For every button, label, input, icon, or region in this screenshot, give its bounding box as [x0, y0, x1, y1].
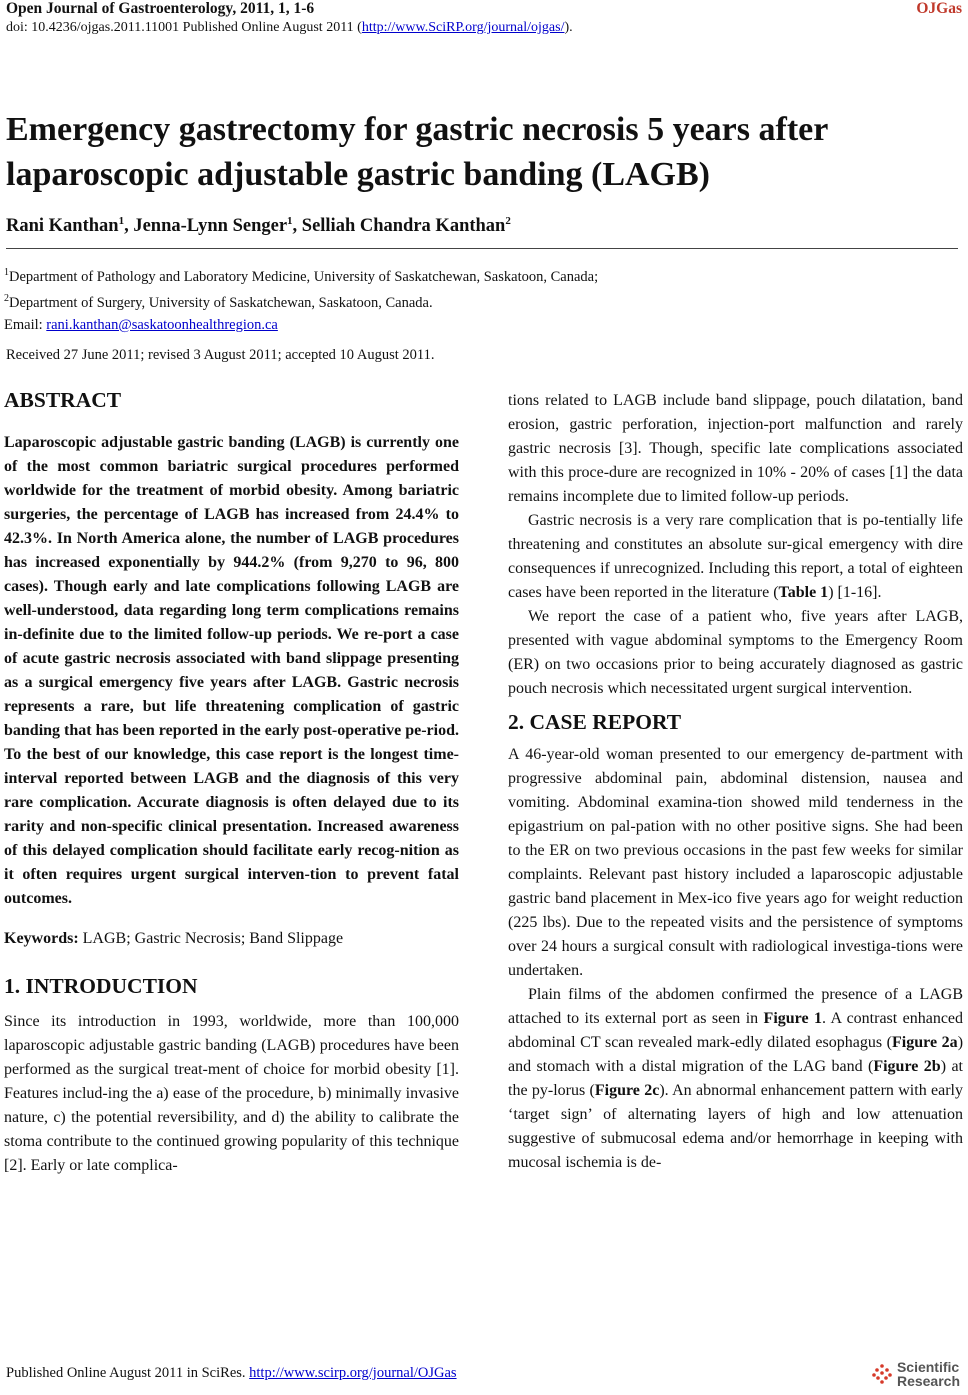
case-report-heading: 2. CASE REPORT	[508, 710, 682, 734]
author-name: Selliah Chandra Kanthan	[301, 216, 506, 237]
paragraph: We report the case of a patient who, five years after LAGB, presented with vague abdominal symptoms to the Emergency Room (ER) on two occasions prior to being accurately diagnosed as gastric pouch necrosis which necessitated urgent surgical intervention.	[508, 608, 963, 697]
figure-ref: Figure 2a	[892, 1034, 958, 1051]
author-name: Rani Kanthan	[6, 216, 119, 237]
author-sep: ,	[292, 216, 302, 237]
affiliations	[4, 262, 598, 336]
logo-line-1: Scientific	[896, 1359, 960, 1375]
keywords-text: LAGB; Gastric Necrosis; Band Slippage	[78, 930, 344, 947]
affiliation-sup: 2	[4, 292, 9, 304]
email-line	[4, 314, 598, 336]
journal-link[interactable]: http://www.SciRP.org/journal/ojgas/	[361, 20, 565, 35]
text-run: ) [1-16].	[828, 584, 882, 601]
figure-ref: Figure 2c	[594, 1082, 660, 1099]
footer-text: Published Online August 2011 in SciRes.	[6, 1365, 250, 1381]
paper-title: Emergency gastrectomy for gastric necrosis 5 years after laparoscopic adjustable gastric banding (LAGB)	[6, 111, 828, 193]
figure-ref: Figure 2b	[873, 1058, 941, 1075]
text-run: ). An abnormal enhancement pattern with early ‘target sign’ of alternating layers of high and low attenuation suggestive of submucosal edema and/or hemorrhage in keeping with mucosal ischemia is de-	[508, 1082, 963, 1171]
email-label: Email:	[4, 316, 47, 333]
publisher-logo	[871, 1360, 960, 1388]
affiliation-sup: 1	[4, 267, 9, 278]
title-divider	[6, 248, 958, 249]
journal-abbr: OJGas	[916, 0, 962, 17]
table-ref: Table 1	[778, 584, 829, 601]
abstract-text: Laparoscopic adjustable gastric banding (LAGB) is currently one of the most common bariatric surgical procedures performed worldwide for the treatment of morbid obesity. Among bariatric surgeries, the percentage of LAGB has increased from 24.4% to 42.3%. In North America alone, the number of LAGB procedures has increased exponentially by 944.2% (from 9,270 to 96, 800 cases). Though early and late complications following LAGB are well-understood, data regarding long term complications remains in-definite due to the limited follow-up periods. We re-port a case of acute gastric necrosis associated with band slippage presenting as a surgical emergency five years after LAGB. Gastric necrosis represents a rare, but life threatening complication of gastric banding that has been reported in the early post-operative pe-riod. To the best of our knowledge, this case report is the longest time-interval reported between LAGB and the diagnosis of this very rare complication. Accurate diagnosis is often delayed due to its rarity and non-specific clinical presentation. Increased awareness of this delayed complication should facilitate early recog-nition as it often requires urgent surgical interven-tion to prevent fatal outcomes.	[4, 434, 459, 907]
author-affil-sup: 1	[287, 215, 293, 227]
affiliation-text: Department of Surgery, University of Saskatchewan, Saskatoon, Canada.	[9, 294, 433, 311]
affiliation-2	[4, 288, 598, 314]
paragraph	[508, 509, 963, 605]
text-run: Gastric necrosis is a very rare complication that is po-tentially life threatening and constitutes an absolute sur-gical emergency with dire consequences if unrecognized. Including this report, a total of eighteen cases have been reported in the literature (	[508, 512, 963, 601]
keywords-label: Keywords:	[4, 930, 79, 947]
right-column	[508, 389, 963, 1175]
keywords	[4, 927, 459, 951]
author-affil-sup: 1	[118, 215, 125, 227]
text-run: Plain films of the abdomen confirmed the presence of a LAGB attached to its external port as seen in	[508, 986, 963, 1027]
text-run: ) and stomach with a distal migration of the LAG band (	[508, 1034, 964, 1075]
doi-end: ).	[564, 20, 573, 35]
text-run: . A contrast enhanced abdominal CT scan revealed mark-edly dilated esophagus (	[508, 1010, 964, 1051]
paragraph: tions related to LAGB include band slippage, pouch dilatation, band erosion, gastric perforation, injection-port malfunction and rarely gastric necrosis [3]. Though, specific late complications associated with this proce-dure are recognized in 10% - 20% of cases [1] the data remains incomplete due to limited follow-up periods.	[508, 392, 963, 505]
left-column	[4, 385, 459, 1178]
figure-ref: Figure 1	[763, 1010, 822, 1027]
affiliation-text: Department of Pathology and Laboratory Medicine, University of Saskatchewan, Saskatoon, Canada;	[9, 268, 599, 285]
logo-text	[897, 1360, 960, 1388]
intro-text: Since its introduction in 1993, worldwide, more than 100,000 laparoscopic adjustable gastric banding (LAGB) procedures have been performed as the surgical treat-ment of choice for morbid obesity [1]. Features includ-ing the a) ease of the procedure, b) minimally invasive nature, c) the potential reversibility, and d) the ability to calibrate the stoma contribute to the continued growing popularity of this technique [2]. Early or late complica-	[4, 1013, 459, 1174]
email-link[interactable]: rani.kanthan@saskatoonhealthregion.ca	[46, 316, 278, 333]
author-name: Jenna-Lynn Senger	[133, 216, 288, 237]
author-affil-sup: 2	[505, 215, 511, 227]
journal-citation: Open Journal of Gastroenterology, 2011, 1, 1-6	[6, 0, 315, 17]
logo-line-2: Research	[896, 1373, 960, 1389]
text-run: ) at the py-lorus (	[508, 1058, 963, 1099]
paragraph	[508, 983, 963, 1175]
affiliation-1	[4, 262, 598, 288]
paragraph: A 46-year-old woman presented to our emergency de-partment with progressive abdominal pain, abdominal distension, nausea and vomiting. Abdominal examina-tion showed mild tenderness in the epigastrium on pal-pation with no other positive signs. She had been to the ER on two previous occasions in the past few weeks for similar complaints. Relevant past history included a laparoscopic adjustable gastric band placement in Mex-ico five years ago for weight reduction (225 lbs). Due to the repeated visits and the persistence of symptoms over 24 hours a surgical consult with radiological investiga-tions were undertaken.	[508, 746, 963, 979]
author-list	[6, 215, 511, 237]
page-footer	[6, 1365, 457, 1382]
intro-heading: 1. INTRODUCTION	[4, 974, 198, 998]
doi-text: doi: 10.4236/ojgas.2011.11001 Published Online August 2011 (	[6, 20, 362, 35]
abstract-heading: ABSTRACT	[4, 388, 122, 412]
received-dates: Received 27 June 2011; revised 3 August 2011; accepted 10 August 2011.	[6, 347, 435, 363]
page-header	[6, 0, 962, 36]
scientific-research-logo-icon	[871, 1363, 893, 1385]
author-sep: ,	[124, 216, 134, 237]
footer-link[interactable]: http://www.scirp.org/journal/OJGas	[249, 1365, 457, 1381]
doi-line	[6, 20, 962, 36]
